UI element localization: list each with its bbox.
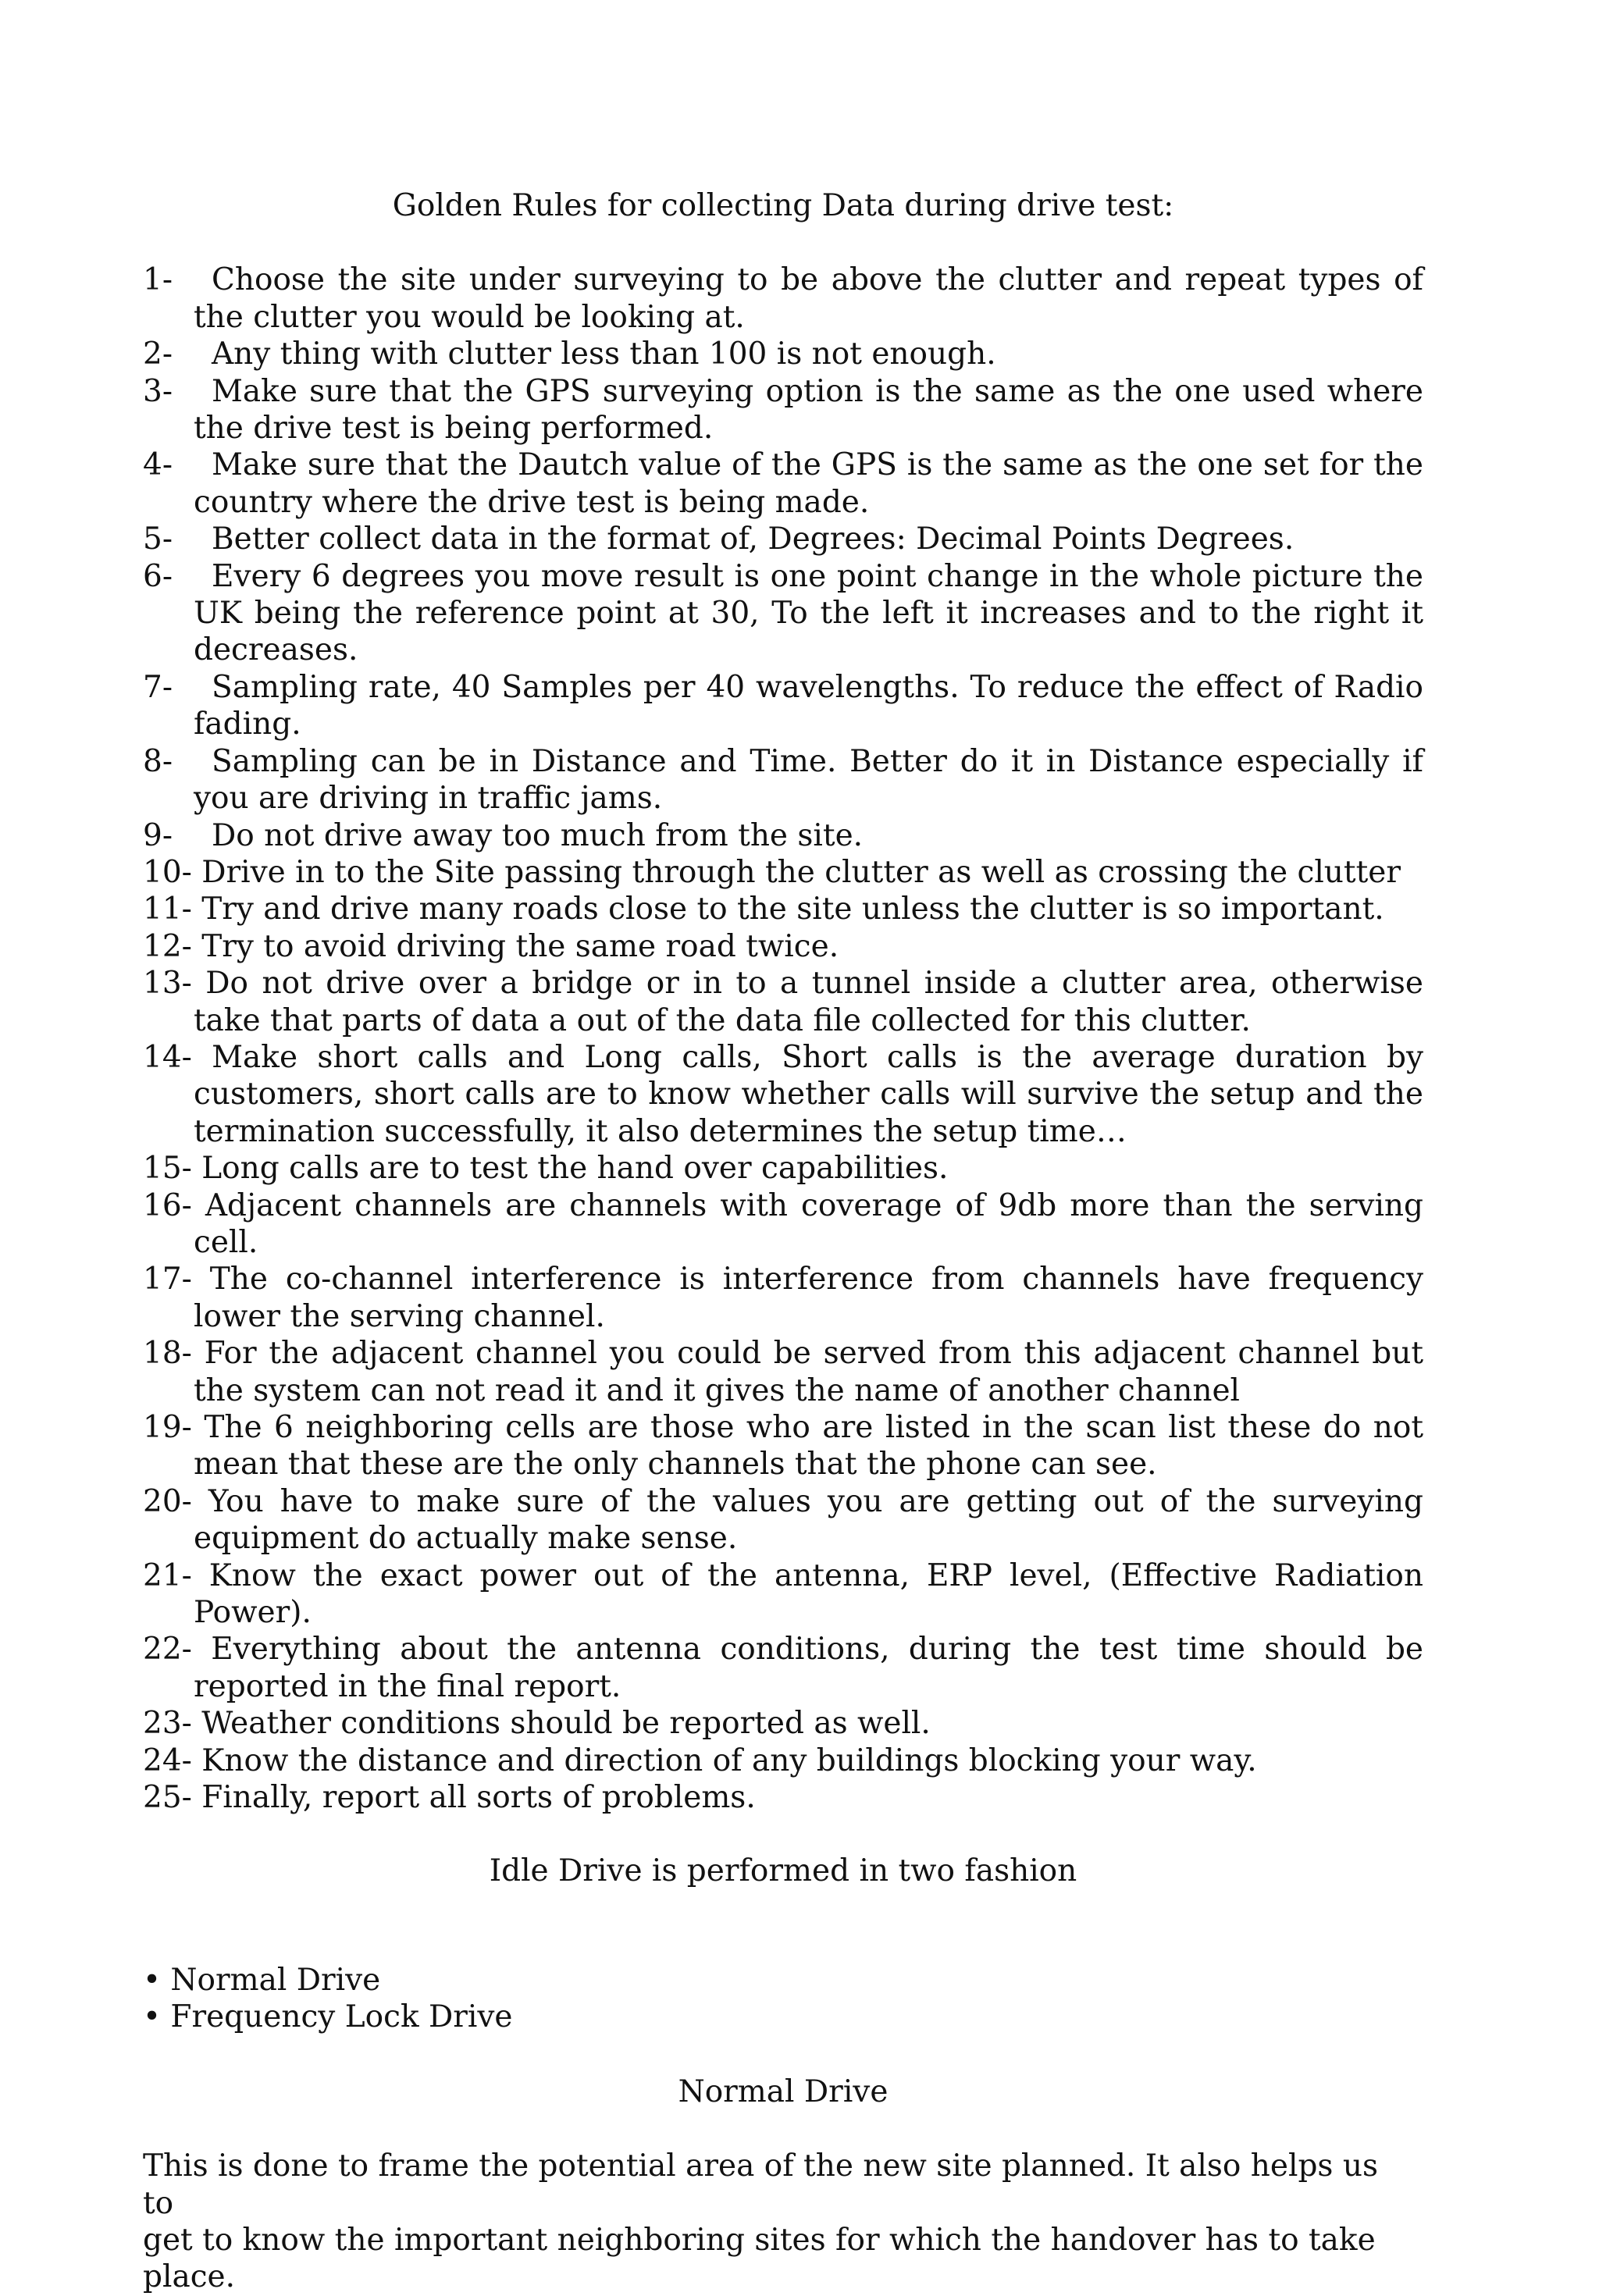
rule-number: 4- [143, 447, 173, 483]
rule-item [143, 928, 1423, 965]
rule-number: 5- [143, 521, 173, 557]
rule-number: 13- [143, 966, 192, 1002]
rule-number: 19- [143, 1410, 192, 1445]
rule-text: The 6 neighboring cells are those who are listed in the scan list these do not mean that these are the only channels that the phone can see. [194, 1410, 1423, 1483]
rule-text: Finally, report all sorts of problems. [201, 1780, 756, 1816]
rule-text: Choose the site under surveying to be above the clutter and repeat types of the clutter you would be looking at. [194, 262, 1423, 335]
rule-item [143, 447, 1423, 521]
rule-number: 12- [143, 928, 192, 964]
rule-item [143, 1187, 1423, 1262]
rule-item [143, 1705, 1423, 1742]
rule-text: Better collect data in the format of, Degrees: Decimal Points Degrees. [212, 521, 1295, 557]
rule-item [143, 262, 1423, 336]
rule-text: Long calls are to test the hand over capabilities. [201, 1151, 949, 1187]
rule-item [143, 558, 1423, 669]
rule-item [143, 1742, 1423, 1779]
paragraph-line: This is done to frame the potential area of the new site planned. It also helps us to [143, 2148, 1378, 2221]
rule-text: Make short calls and Long calls, Short calls is the average duration by customers, short calls are to know whether calls will survive the setup and the termination successfully, it also determines the setup time… [194, 1039, 1423, 1149]
normal-drive-paragraph [143, 2148, 1392, 2296]
rule-text: You have to make sure of the values you are getting out of the surveying equipment do actually make sense. [194, 1483, 1423, 1557]
rule-text: Sampling rate, 40 Samples per 40 wavelengths. To reduce the effect of Radio fading. [194, 669, 1423, 742]
rule-number: 18- [143, 1336, 192, 1372]
rule-text: Adjacent channels are channels with coverage of 9db more than the serving cell. [194, 1187, 1423, 1260]
rule-number: 17- [143, 1262, 192, 1298]
rule-item [143, 336, 1423, 372]
rule-item [143, 817, 1423, 854]
bullet-item: • Frequency Lock Drive [143, 1999, 513, 2035]
drive-types-list [143, 1962, 1423, 2036]
rule-item [143, 1335, 1423, 1409]
rule-item [143, 891, 1423, 927]
rule-number: 10- [143, 854, 192, 890]
rule-text: Sampling can be in Distance and Time. Better do it in Distance especially if you are driving in traffic jams. [194, 743, 1423, 817]
rule-text: Make sure that the Dautch value of the GPS is the same as the one set for the country where the drive test is being made. [194, 447, 1423, 520]
rule-item [143, 1557, 1423, 1632]
rule-item [143, 373, 1423, 447]
rule-number: 1- [143, 262, 173, 298]
rule-number: 8- [143, 743, 173, 779]
rule-text: Any thing with clutter less than 100 is not enough. [212, 336, 996, 372]
rule-text: Try to avoid driving the same road twice. [201, 928, 839, 964]
rule-number: 3- [143, 373, 173, 409]
rule-number: 23- [143, 1706, 192, 1742]
bullet-item: • Normal Drive [143, 1962, 381, 1998]
rule-number: 2- [143, 336, 173, 372]
rules-list [143, 262, 1423, 1816]
rule-number: 20- [143, 1483, 192, 1519]
rule-number: 24- [143, 1742, 192, 1778]
rule-text: Do not drive away too much from the site. [212, 817, 864, 853]
rule-number: 11- [143, 892, 192, 927]
rule-item [143, 854, 1423, 891]
rule-number: 15- [143, 1151, 192, 1187]
rule-number: 14- [143, 1039, 192, 1075]
rule-number: 9- [143, 817, 173, 853]
rule-number: 7- [143, 669, 173, 705]
document-content [143, 187, 1423, 2296]
document-title: Golden Rules for collecting Data during drive test: [392, 188, 1174, 223]
rule-item [143, 669, 1423, 743]
normal-drive-heading: Normal Drive [678, 2074, 889, 2109]
paragraph-line: get to know the important neighboring sites for which the handover has to take place. [143, 2222, 1376, 2295]
rule-item [143, 1261, 1423, 1335]
rule-item [143, 1039, 1423, 1150]
rule-text: The co-channel interference is interference from channels have frequency lower the serving channel. [194, 1262, 1423, 1334]
rule-number: 22- [143, 1632, 192, 1668]
rule-text: Drive in to the Site passing through the clutter as well as crossing the clutter [201, 854, 1401, 890]
rule-number: 25- [143, 1780, 192, 1816]
rule-text: Know the distance and direction of any buildings blocking your way. [201, 1742, 1257, 1778]
rule-item [143, 1483, 1423, 1557]
rule-item [143, 1409, 1423, 1483]
rule-number: 21- [143, 1557, 192, 1593]
rule-text: For the adjacent channel you could be served from this adjacent channel but the system can not read it and it gives the name of another channel [194, 1336, 1424, 1408]
rule-item [143, 965, 1423, 1039]
rule-text: Every 6 degrees you move result is one point change in the whole picture the UK being the reference point at 30, To the left it increases and to the right it decreases. [194, 558, 1423, 668]
rule-item [143, 1779, 1423, 1816]
rule-text: Know the exact power out of the antenna, ERP level, (Effective Radiation Power). [194, 1557, 1423, 1631]
rule-item [143, 1631, 1423, 1705]
rule-text: Do not drive over a bridge or in to a tunnel inside a clutter area, otherwise take that parts of data a out of the data file collected for this clutter. [194, 966, 1423, 1038]
rule-text: Make sure that the GPS surveying option is the same as the one used where the drive test is being performed. [194, 373, 1423, 447]
rule-number: 16- [143, 1187, 192, 1223]
rule-text: Everything about the antenna conditions, during the test time should be reported in the final report. [194, 1632, 1423, 1704]
rule-text: Weather conditions should be reported as well. [201, 1706, 931, 1742]
rule-item [143, 1150, 1423, 1187]
rule-text: Try and drive many roads close to the site unless the clutter is so important. [201, 892, 1384, 927]
rule-item [143, 743, 1423, 817]
idle-drive-heading: Idle Drive is performed in two fashion [489, 1853, 1077, 1889]
rule-item [143, 521, 1423, 557]
rule-number: 6- [143, 558, 173, 594]
